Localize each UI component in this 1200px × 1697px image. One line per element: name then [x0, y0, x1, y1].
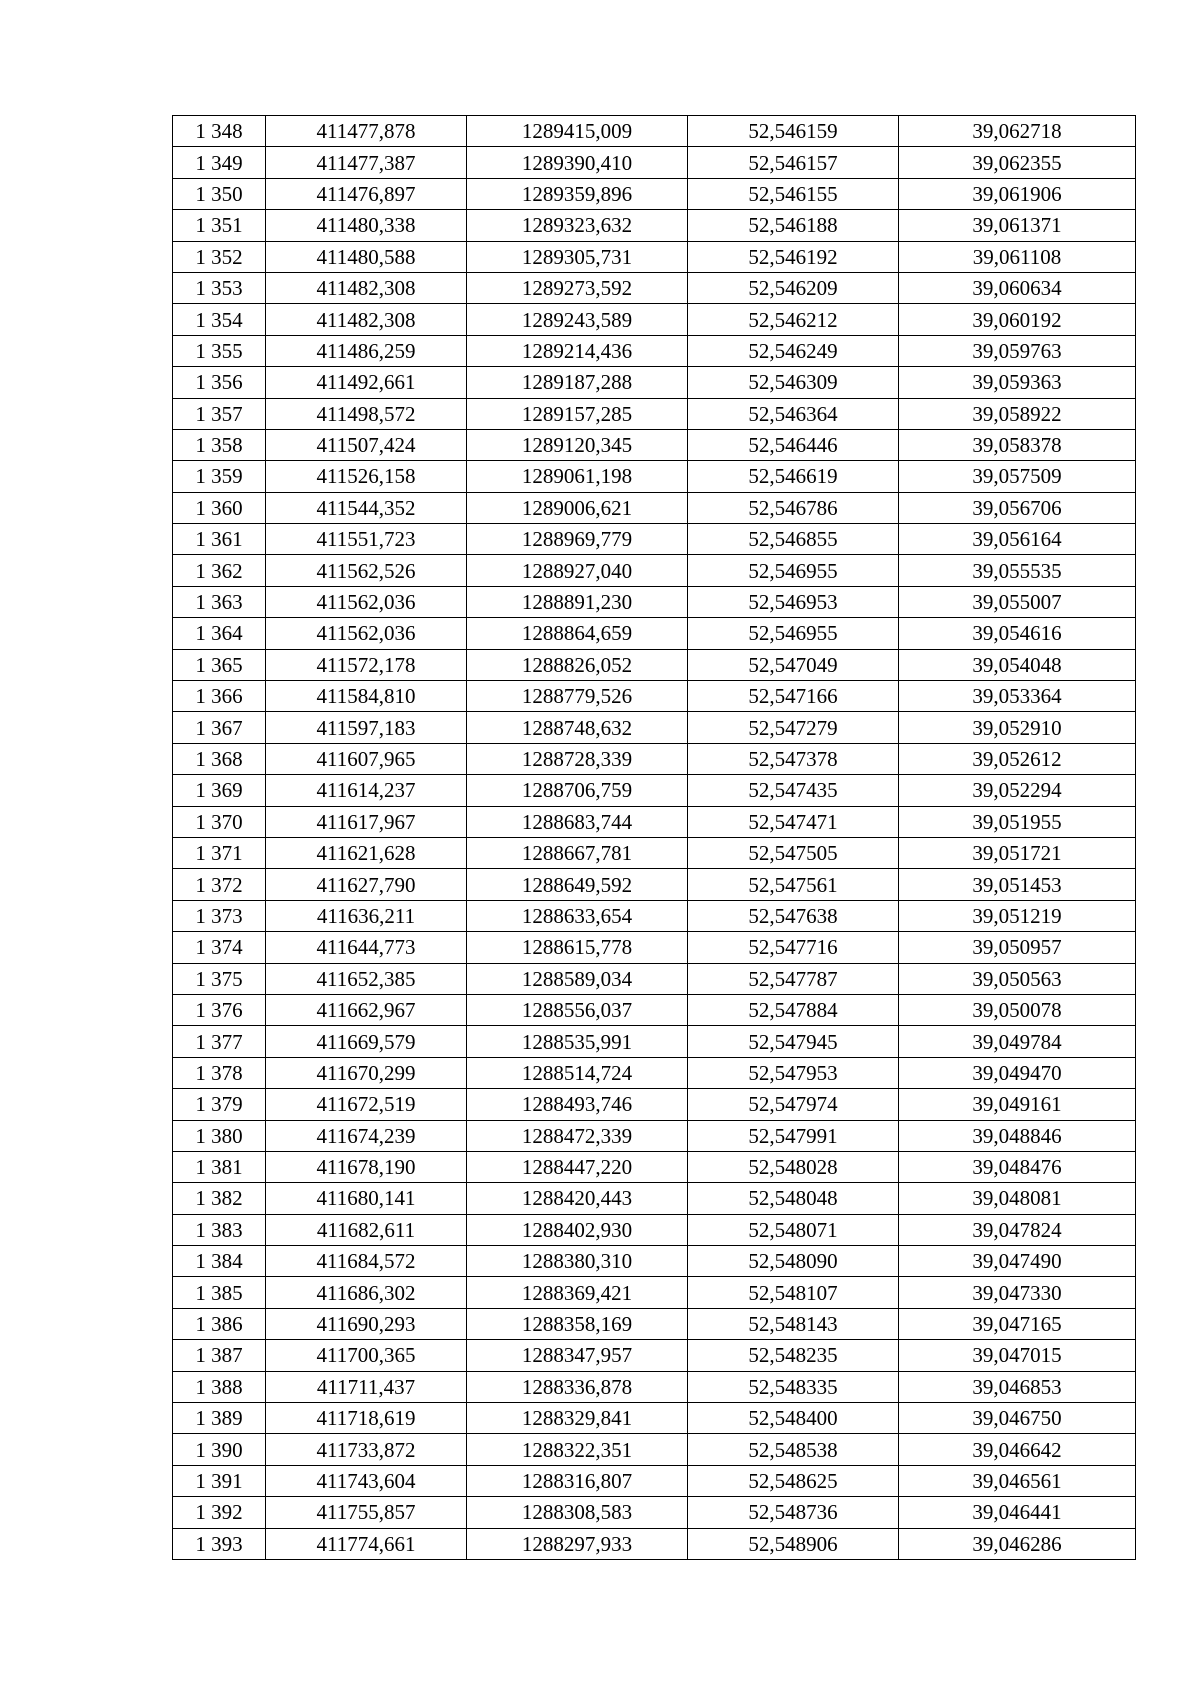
- x-coordinate-cell: 411572,178: [266, 649, 467, 680]
- table-row: [173, 1246, 1136, 1277]
- y-coordinate-cell: 1288826,052: [467, 649, 688, 680]
- y-coordinate-cell: 1288589,034: [467, 963, 688, 994]
- latitude-cell: 52,548906: [688, 1528, 899, 1559]
- y-coordinate-cell: 1289390,410: [467, 147, 688, 178]
- longitude-cell: 39,048476: [899, 1151, 1136, 1182]
- latitude-cell: 52,546249: [688, 335, 899, 366]
- x-coordinate-cell: 411597,183: [266, 712, 467, 743]
- latitude-cell: 52,548071: [688, 1214, 899, 1245]
- latitude-cell: 52,548736: [688, 1497, 899, 1528]
- point-number-cell: 1 391: [173, 1465, 266, 1496]
- y-coordinate-cell: 1288420,443: [467, 1183, 688, 1214]
- x-coordinate-cell: 411482,308: [266, 272, 467, 303]
- latitude-cell: 52,547953: [688, 1057, 899, 1088]
- latitude-cell: 52,548625: [688, 1465, 899, 1496]
- y-coordinate-cell: 1288308,583: [467, 1497, 688, 1528]
- point-number-cell: 1 382: [173, 1183, 266, 1214]
- y-coordinate-cell: 1288683,744: [467, 806, 688, 837]
- point-number-cell: 1 390: [173, 1434, 266, 1465]
- y-coordinate-cell: 1288667,781: [467, 837, 688, 868]
- x-coordinate-cell: 411627,790: [266, 869, 467, 900]
- x-coordinate-cell: 411686,302: [266, 1277, 467, 1308]
- longitude-cell: 39,051219: [899, 900, 1136, 931]
- latitude-cell: 52,547945: [688, 1026, 899, 1057]
- latitude-cell: 52,546619: [688, 461, 899, 492]
- y-coordinate-cell: 1288493,746: [467, 1089, 688, 1120]
- longitude-cell: 39,049784: [899, 1026, 1136, 1057]
- latitude-cell: 52,547638: [688, 900, 899, 931]
- point-number-cell: 1 352: [173, 241, 266, 272]
- table-row: [173, 1026, 1136, 1057]
- y-coordinate-cell: 1288316,807: [467, 1465, 688, 1496]
- table-row: [173, 869, 1136, 900]
- point-number-cell: 1 379: [173, 1089, 266, 1120]
- point-number-cell: 1 355: [173, 335, 266, 366]
- longitude-cell: 39,048081: [899, 1183, 1136, 1214]
- point-number-cell: 1 360: [173, 492, 266, 523]
- longitude-cell: 39,059763: [899, 335, 1136, 366]
- x-coordinate-cell: 411480,338: [266, 210, 467, 241]
- y-coordinate-cell: 1288380,310: [467, 1246, 688, 1277]
- table-row: [173, 618, 1136, 649]
- point-number-cell: 1 368: [173, 743, 266, 774]
- latitude-cell: 52,548107: [688, 1277, 899, 1308]
- latitude-cell: 52,547435: [688, 775, 899, 806]
- longitude-cell: 39,046750: [899, 1403, 1136, 1434]
- table-row: [173, 1308, 1136, 1339]
- point-number-cell: 1 384: [173, 1246, 266, 1277]
- point-number-cell: 1 365: [173, 649, 266, 680]
- y-coordinate-cell: 1288556,037: [467, 994, 688, 1025]
- table-row: [173, 712, 1136, 743]
- x-coordinate-cell: 411682,611: [266, 1214, 467, 1245]
- latitude-cell: 52,547561: [688, 869, 899, 900]
- x-coordinate-cell: 411662,967: [266, 994, 467, 1025]
- table-row: [173, 1089, 1136, 1120]
- point-number-cell: 1 363: [173, 586, 266, 617]
- table-row: [173, 555, 1136, 586]
- longitude-cell: 39,046642: [899, 1434, 1136, 1465]
- point-number-cell: 1 359: [173, 461, 266, 492]
- y-coordinate-cell: 1288514,724: [467, 1057, 688, 1088]
- point-number-cell: 1 357: [173, 398, 266, 429]
- point-number-cell: 1 350: [173, 178, 266, 209]
- table-row: [173, 116, 1136, 147]
- table-row: [173, 367, 1136, 398]
- table-row: [173, 1434, 1136, 1465]
- table-row: [173, 1057, 1136, 1088]
- y-coordinate-cell: 1288369,421: [467, 1277, 688, 1308]
- table-row: [173, 398, 1136, 429]
- longitude-cell: 39,061371: [899, 210, 1136, 241]
- coordinates-table-body: [173, 116, 1136, 1560]
- table-row: [173, 304, 1136, 335]
- coordinates-table: [172, 115, 1136, 1560]
- longitude-cell: 39,053364: [899, 681, 1136, 712]
- y-coordinate-cell: 1288402,930: [467, 1214, 688, 1245]
- latitude-cell: 52,546188: [688, 210, 899, 241]
- latitude-cell: 52,548028: [688, 1151, 899, 1182]
- longitude-cell: 39,047490: [899, 1246, 1136, 1277]
- longitude-cell: 39,051453: [899, 869, 1136, 900]
- latitude-cell: 52,546209: [688, 272, 899, 303]
- y-coordinate-cell: 1288329,841: [467, 1403, 688, 1434]
- point-number-cell: 1 393: [173, 1528, 266, 1559]
- point-number-cell: 1 372: [173, 869, 266, 900]
- point-number-cell: 1 376: [173, 994, 266, 1025]
- y-coordinate-cell: 1289120,345: [467, 429, 688, 460]
- point-number-cell: 1 362: [173, 555, 266, 586]
- table-row: [173, 681, 1136, 712]
- x-coordinate-cell: 411562,526: [266, 555, 467, 586]
- latitude-cell: 52,548090: [688, 1246, 899, 1277]
- x-coordinate-cell: 411680,141: [266, 1183, 467, 1214]
- longitude-cell: 39,055535: [899, 555, 1136, 586]
- y-coordinate-cell: 1289187,288: [467, 367, 688, 398]
- longitude-cell: 39,052910: [899, 712, 1136, 743]
- x-coordinate-cell: 411670,299: [266, 1057, 467, 1088]
- longitude-cell: 39,060192: [899, 304, 1136, 335]
- latitude-cell: 52,546192: [688, 241, 899, 272]
- point-number-cell: 1 386: [173, 1308, 266, 1339]
- latitude-cell: 52,547049: [688, 649, 899, 680]
- table-row: [173, 1528, 1136, 1559]
- y-coordinate-cell: 1289006,621: [467, 492, 688, 523]
- y-coordinate-cell: 1288336,878: [467, 1371, 688, 1402]
- latitude-cell: 52,547974: [688, 1089, 899, 1120]
- x-coordinate-cell: 411621,628: [266, 837, 467, 868]
- latitude-cell: 52,546955: [688, 555, 899, 586]
- x-coordinate-cell: 411755,857: [266, 1497, 467, 1528]
- table-row: [173, 241, 1136, 272]
- x-coordinate-cell: 411733,872: [266, 1434, 467, 1465]
- table-row: [173, 900, 1136, 931]
- point-number-cell: 1 383: [173, 1214, 266, 1245]
- y-coordinate-cell: 1288322,351: [467, 1434, 688, 1465]
- table-row: [173, 1497, 1136, 1528]
- latitude-cell: 52,546955: [688, 618, 899, 649]
- point-number-cell: 1 378: [173, 1057, 266, 1088]
- table-row: [173, 743, 1136, 774]
- latitude-cell: 52,547378: [688, 743, 899, 774]
- y-coordinate-cell: 1288864,659: [467, 618, 688, 649]
- longitude-cell: 39,050078: [899, 994, 1136, 1025]
- table-row: [173, 1151, 1136, 1182]
- latitude-cell: 52,546157: [688, 147, 899, 178]
- x-coordinate-cell: 411614,237: [266, 775, 467, 806]
- latitude-cell: 52,547166: [688, 681, 899, 712]
- table-row: [173, 775, 1136, 806]
- longitude-cell: 39,048846: [899, 1120, 1136, 1151]
- y-coordinate-cell: 1288297,933: [467, 1528, 688, 1559]
- y-coordinate-cell: 1288358,169: [467, 1308, 688, 1339]
- longitude-cell: 39,047165: [899, 1308, 1136, 1339]
- table-row: [173, 994, 1136, 1025]
- latitude-cell: 52,548143: [688, 1308, 899, 1339]
- table-row: [173, 429, 1136, 460]
- y-coordinate-cell: 1289415,009: [467, 116, 688, 147]
- latitude-cell: 52,546446: [688, 429, 899, 460]
- longitude-cell: 39,057509: [899, 461, 1136, 492]
- latitude-cell: 52,546953: [688, 586, 899, 617]
- y-coordinate-cell: 1289359,896: [467, 178, 688, 209]
- y-coordinate-cell: 1288927,040: [467, 555, 688, 586]
- point-number-cell: 1 371: [173, 837, 266, 868]
- x-coordinate-cell: 411544,352: [266, 492, 467, 523]
- y-coordinate-cell: 1288891,230: [467, 586, 688, 617]
- latitude-cell: 52,548048: [688, 1183, 899, 1214]
- longitude-cell: 39,055007: [899, 586, 1136, 617]
- longitude-cell: 39,054048: [899, 649, 1136, 680]
- point-number-cell: 1 354: [173, 304, 266, 335]
- table-row: [173, 1277, 1136, 1308]
- latitude-cell: 52,546309: [688, 367, 899, 398]
- point-number-cell: 1 387: [173, 1340, 266, 1371]
- y-coordinate-cell: 1288748,632: [467, 712, 688, 743]
- point-number-cell: 1 364: [173, 618, 266, 649]
- point-number-cell: 1 385: [173, 1277, 266, 1308]
- y-coordinate-cell: 1288535,991: [467, 1026, 688, 1057]
- y-coordinate-cell: 1288347,957: [467, 1340, 688, 1371]
- y-coordinate-cell: 1288706,759: [467, 775, 688, 806]
- y-coordinate-cell: 1288649,592: [467, 869, 688, 900]
- x-coordinate-cell: 411718,619: [266, 1403, 467, 1434]
- table-row: [173, 524, 1136, 555]
- latitude-cell: 52,546159: [688, 116, 899, 147]
- y-coordinate-cell: 1288969,779: [467, 524, 688, 555]
- table-row: [173, 210, 1136, 241]
- x-coordinate-cell: 411482,308: [266, 304, 467, 335]
- x-coordinate-cell: 411700,365: [266, 1340, 467, 1371]
- x-coordinate-cell: 411477,387: [266, 147, 467, 178]
- latitude-cell: 52,547279: [688, 712, 899, 743]
- y-coordinate-cell: 1289323,632: [467, 210, 688, 241]
- point-number-cell: 1 356: [173, 367, 266, 398]
- x-coordinate-cell: 411652,385: [266, 963, 467, 994]
- x-coordinate-cell: 411507,424: [266, 429, 467, 460]
- y-coordinate-cell: 1288447,220: [467, 1151, 688, 1182]
- x-coordinate-cell: 411644,773: [266, 932, 467, 963]
- x-coordinate-cell: 411711,437: [266, 1371, 467, 1402]
- x-coordinate-cell: 411498,572: [266, 398, 467, 429]
- table-row: [173, 272, 1136, 303]
- latitude-cell: 52,547471: [688, 806, 899, 837]
- longitude-cell: 39,059363: [899, 367, 1136, 398]
- point-number-cell: 1 380: [173, 1120, 266, 1151]
- x-coordinate-cell: 411743,604: [266, 1465, 467, 1496]
- latitude-cell: 52,546155: [688, 178, 899, 209]
- longitude-cell: 39,061906: [899, 178, 1136, 209]
- y-coordinate-cell: 1289243,589: [467, 304, 688, 335]
- longitude-cell: 39,056706: [899, 492, 1136, 523]
- longitude-cell: 39,046441: [899, 1497, 1136, 1528]
- x-coordinate-cell: 411617,967: [266, 806, 467, 837]
- x-coordinate-cell: 411477,878: [266, 116, 467, 147]
- point-number-cell: 1 375: [173, 963, 266, 994]
- x-coordinate-cell: 411690,293: [266, 1308, 467, 1339]
- longitude-cell: 39,047824: [899, 1214, 1136, 1245]
- longitude-cell: 39,062718: [899, 116, 1136, 147]
- longitude-cell: 39,062355: [899, 147, 1136, 178]
- longitude-cell: 39,058378: [899, 429, 1136, 460]
- table-row: [173, 806, 1136, 837]
- x-coordinate-cell: 411476,897: [266, 178, 467, 209]
- point-number-cell: 1 351: [173, 210, 266, 241]
- point-number-cell: 1 366: [173, 681, 266, 712]
- latitude-cell: 52,548400: [688, 1403, 899, 1434]
- latitude-cell: 52,548335: [688, 1371, 899, 1402]
- latitude-cell: 52,546855: [688, 524, 899, 555]
- latitude-cell: 52,546212: [688, 304, 899, 335]
- longitude-cell: 39,046561: [899, 1465, 1136, 1496]
- x-coordinate-cell: 411607,965: [266, 743, 467, 774]
- table-row: [173, 492, 1136, 523]
- x-coordinate-cell: 411562,036: [266, 586, 467, 617]
- table-row: [173, 837, 1136, 868]
- table-row: [173, 1340, 1136, 1371]
- point-number-cell: 1 389: [173, 1403, 266, 1434]
- latitude-cell: 52,547716: [688, 932, 899, 963]
- table-row: [173, 335, 1136, 366]
- point-number-cell: 1 358: [173, 429, 266, 460]
- point-number-cell: 1 348: [173, 116, 266, 147]
- point-number-cell: 1 392: [173, 1497, 266, 1528]
- table-row: [173, 147, 1136, 178]
- x-coordinate-cell: 411492,661: [266, 367, 467, 398]
- point-number-cell: 1 377: [173, 1026, 266, 1057]
- table-row: [173, 932, 1136, 963]
- longitude-cell: 39,049161: [899, 1089, 1136, 1120]
- table-row: [173, 1371, 1136, 1402]
- latitude-cell: 52,547505: [688, 837, 899, 868]
- table-row: [173, 1183, 1136, 1214]
- point-number-cell: 1 374: [173, 932, 266, 963]
- longitude-cell: 39,047330: [899, 1277, 1136, 1308]
- y-coordinate-cell: 1289157,285: [467, 398, 688, 429]
- x-coordinate-cell: 411684,572: [266, 1246, 467, 1277]
- point-number-cell: 1 353: [173, 272, 266, 303]
- longitude-cell: 39,046853: [899, 1371, 1136, 1402]
- latitude-cell: 52,547884: [688, 994, 899, 1025]
- y-coordinate-cell: 1289305,731: [467, 241, 688, 272]
- table-row: [173, 1403, 1136, 1434]
- point-number-cell: 1 381: [173, 1151, 266, 1182]
- longitude-cell: 39,047015: [899, 1340, 1136, 1371]
- y-coordinate-cell: 1288615,778: [467, 932, 688, 963]
- latitude-cell: 52,546364: [688, 398, 899, 429]
- longitude-cell: 39,056164: [899, 524, 1136, 555]
- latitude-cell: 52,547991: [688, 1120, 899, 1151]
- point-number-cell: 1 369: [173, 775, 266, 806]
- x-coordinate-cell: 411774,661: [266, 1528, 467, 1559]
- x-coordinate-cell: 411584,810: [266, 681, 467, 712]
- y-coordinate-cell: 1289061,198: [467, 461, 688, 492]
- latitude-cell: 52,547787: [688, 963, 899, 994]
- longitude-cell: 39,052612: [899, 743, 1136, 774]
- point-number-cell: 1 367: [173, 712, 266, 743]
- latitude-cell: 52,548538: [688, 1434, 899, 1465]
- table-row: [173, 1120, 1136, 1151]
- latitude-cell: 52,548235: [688, 1340, 899, 1371]
- table-row: [173, 1465, 1136, 1496]
- x-coordinate-cell: 411551,723: [266, 524, 467, 555]
- y-coordinate-cell: 1288779,526: [467, 681, 688, 712]
- longitude-cell: 39,051721: [899, 837, 1136, 868]
- y-coordinate-cell: 1288472,339: [467, 1120, 688, 1151]
- x-coordinate-cell: 411674,239: [266, 1120, 467, 1151]
- table-row: [173, 178, 1136, 209]
- longitude-cell: 39,052294: [899, 775, 1136, 806]
- table-row: [173, 963, 1136, 994]
- y-coordinate-cell: 1289214,436: [467, 335, 688, 366]
- longitude-cell: 39,046286: [899, 1528, 1136, 1559]
- y-coordinate-cell: 1288728,339: [467, 743, 688, 774]
- longitude-cell: 39,050957: [899, 932, 1136, 963]
- x-coordinate-cell: 411669,579: [266, 1026, 467, 1057]
- point-number-cell: 1 373: [173, 900, 266, 931]
- longitude-cell: 39,060634: [899, 272, 1136, 303]
- longitude-cell: 39,054616: [899, 618, 1136, 649]
- x-coordinate-cell: 411636,211: [266, 900, 467, 931]
- longitude-cell: 39,050563: [899, 963, 1136, 994]
- point-number-cell: 1 361: [173, 524, 266, 555]
- table-row: [173, 649, 1136, 680]
- latitude-cell: 52,546786: [688, 492, 899, 523]
- y-coordinate-cell: 1289273,592: [467, 272, 688, 303]
- longitude-cell: 39,049470: [899, 1057, 1136, 1088]
- x-coordinate-cell: 411562,036: [266, 618, 467, 649]
- x-coordinate-cell: 411480,588: [266, 241, 467, 272]
- table-row: [173, 586, 1136, 617]
- point-number-cell: 1 388: [173, 1371, 266, 1402]
- table-row: [173, 1214, 1136, 1245]
- longitude-cell: 39,058922: [899, 398, 1136, 429]
- longitude-cell: 39,061108: [899, 241, 1136, 272]
- x-coordinate-cell: 411486,259: [266, 335, 467, 366]
- y-coordinate-cell: 1288633,654: [467, 900, 688, 931]
- longitude-cell: 39,051955: [899, 806, 1136, 837]
- point-number-cell: 1 370: [173, 806, 266, 837]
- point-number-cell: 1 349: [173, 147, 266, 178]
- x-coordinate-cell: 411678,190: [266, 1151, 467, 1182]
- x-coordinate-cell: 411526,158: [266, 461, 467, 492]
- x-coordinate-cell: 411672,519: [266, 1089, 467, 1120]
- table-row: [173, 461, 1136, 492]
